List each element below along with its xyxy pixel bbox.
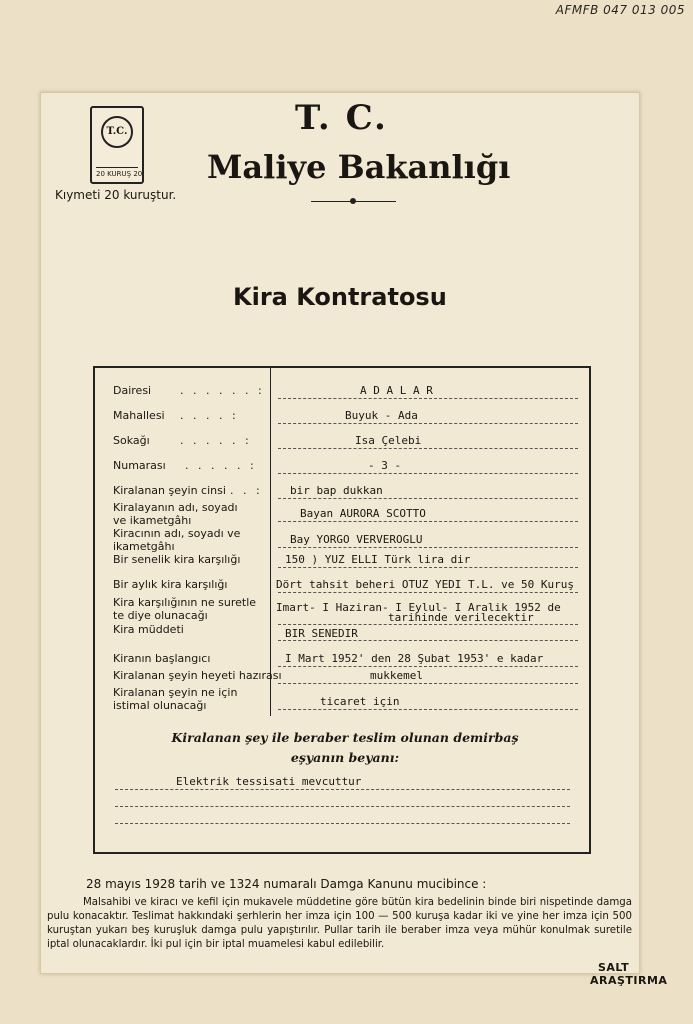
fill-line [278, 473, 578, 474]
dots: . . . . . : [185, 459, 257, 472]
fill-line [278, 423, 578, 424]
field-label-senelik: Bir senelik kira karşılığı [113, 553, 241, 566]
dots: . . . . . . : [180, 384, 265, 397]
field-value-kiralayan: Bayan AURORA SCOTTO [300, 507, 426, 520]
field-value-cins: bir bap dukkan [290, 484, 383, 497]
field-value-heyet: mukkemel [370, 669, 423, 682]
fill-line [278, 498, 578, 499]
field-value-sokak: Isa Çelebi [355, 434, 422, 447]
fill-line [115, 823, 570, 824]
field-label-muddet: Kira müddeti [113, 623, 184, 636]
field-label-daire: Dairesi [113, 384, 152, 397]
field-label-cins: Kiralanan şeyin cinsi [113, 484, 226, 497]
salt-arastirma-stamp [590, 961, 667, 987]
fill-line [115, 806, 570, 807]
dots: . . . . : [180, 409, 239, 422]
field-label-heyet: Kiralanan şeyin heyeti hazırası [113, 669, 282, 682]
field-label-kiraci: Kiracının adı, soyadı ve ikametgâhı [113, 527, 241, 553]
field-value-senelik: 150 ) YUZ ELLI Türk lira dir [285, 553, 471, 566]
fill-line [278, 683, 578, 684]
fixtures-value: Elektrik tessisati mevcuttur [176, 775, 362, 788]
fill-line [278, 709, 578, 710]
field-value-muddet: BIR SENEDIR [285, 627, 358, 640]
stamp-law-paragraph: Malsahibi ve kiracı ve kefil için mukavele müddetine göre bütün kira bedelinin binde biri nispetinde damga pulu konacaktır. Teslimat hakkındaki şerhlerin her imza için 100 — 500 kuruşa kadar iki ve yine her imza için 500 kuruştan yukarı beş kuruşluk damga pulu yapıştırılır. Pullar tarih ile beraber imza veya mühür konulmak suretile iptal olunacaklardır. İki pul için bir iptal muamelesi kabul edilebilir. [47, 897, 632, 950]
revenue-stamp [90, 106, 144, 184]
fill-line [278, 666, 578, 667]
header-rule-dot [350, 198, 356, 204]
fill-line [278, 448, 578, 449]
form-column-divider [270, 368, 271, 716]
fill-line [278, 547, 578, 548]
archive-code: AFMFB 047 013 005 [555, 3, 685, 17]
stamp-law-text [47, 896, 632, 952]
stamp-value: 20 KURUŞ 20 [96, 167, 138, 178]
fill-line [278, 398, 578, 399]
field-value-odeme: Imart- I Haziran- I Eylul- I Aralik 1952 de [276, 601, 561, 614]
field-label-mahalle: Mahallesi [113, 409, 165, 422]
field-value-odeme-2: tarihinde verilecektir [388, 611, 534, 624]
fill-line [278, 521, 578, 522]
fill-line [115, 789, 570, 790]
fill-line [278, 567, 578, 568]
fill-line [278, 592, 578, 593]
dots: . . : [230, 484, 263, 497]
dots: . . . . . : [180, 434, 252, 447]
field-value-baslangic: I Mart 1952' den 28 Şubat 1953' e kadar [285, 652, 544, 665]
field-value-mahalle: Buyuk - Ada [345, 409, 418, 422]
field-value-kiraci: Bay YORGO VERVEROGLU [290, 533, 423, 546]
field-label-odeme: Kira karşılığının ne suretle te diye olunacağı [113, 596, 257, 622]
fill-line [278, 640, 578, 641]
header-tc: T. C. [295, 98, 388, 138]
arastirma-label: ARAŞTIRMA [590, 974, 668, 987]
field-label-aylik: Bir aylık kira karşılığı [113, 578, 228, 591]
field-value-aylik: Dört tahsit beheri OTUZ YEDI T.L. ve 50 Kuruş [276, 578, 575, 591]
field-value-istimal: ticaret için [320, 695, 400, 708]
field-label-baslangic: Kiranın başlangıcı [113, 652, 211, 665]
stamp-emblem: T.C. [101, 116, 133, 148]
field-label-sokak: Sokağı [113, 434, 150, 447]
field-label-istimal: Kiralanan şeyin ne için istimal olunacağı [113, 686, 238, 712]
document-title: Kira Kontratosu [233, 283, 447, 311]
header-ministry: Maliye Bakanlığı [207, 148, 511, 186]
fill-line [278, 624, 578, 625]
field-label-kiralayan: Kiralayanın adı, soyadı ve ikametgâhı [113, 501, 238, 527]
salt-label: SALT [598, 961, 630, 974]
field-label-numara: Numarası [113, 459, 166, 472]
field-value-numara: - 3 - [368, 459, 402, 472]
stamp-value-label: Kıymeti 20 kuruştur. [55, 188, 177, 202]
field-value-daire: A D A L A R [360, 384, 433, 397]
fixtures-heading: Kiralanan şey ile beraber teslim olunan demirbaş eşyanın beyanı: [171, 730, 519, 765]
stamp-law-heading: 28 mayıs 1928 tarih ve 1324 numaralı Damga Kanunu mucibince : [86, 877, 487, 891]
